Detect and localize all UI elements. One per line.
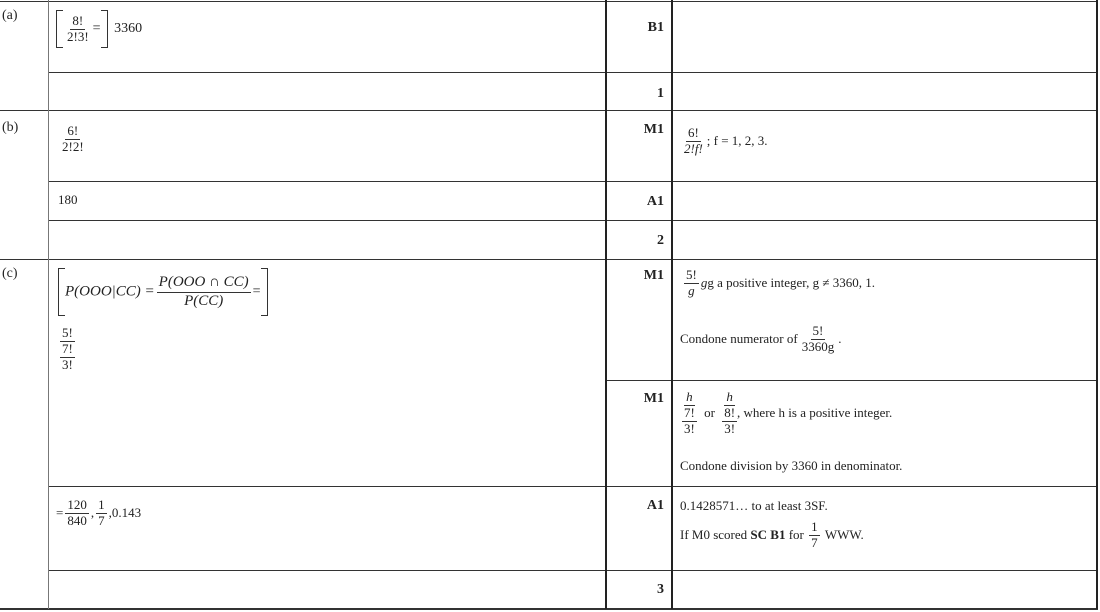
part-label-a: (a)	[2, 8, 18, 23]
row-divider	[48, 72, 1098, 73]
mark-a1-c3: A1	[646, 498, 664, 513]
answer-c-stacked-fraction: 5! 7! 3!	[62, 325, 73, 372]
answer-b-value: 180	[58, 192, 78, 207]
mark-m1-c2: M1	[643, 391, 664, 406]
part-label-c: (c)	[2, 266, 18, 281]
part-divider	[0, 110, 1098, 111]
guidance-c1-condone: Condone numerator of $\frac{5!}{3360g}$ .	[680, 323, 842, 354]
part-divider	[0, 259, 1098, 260]
row-divider	[48, 181, 1098, 182]
table-border-top	[0, 1, 1098, 2]
answer-c-conditional: P(OOO|CC) = $\frac{\text{P(OOO ∩ CC)}}{P(CC)}$ =	[58, 268, 268, 316]
row-divider	[48, 220, 1098, 221]
row-divider	[48, 570, 1098, 571]
mark-b1: B1	[647, 20, 664, 35]
total-c: 3	[657, 582, 664, 597]
answer-value: 3360	[114, 20, 143, 36]
guidance-c3-line2: If M0 scored SC B1 for $\frac{1}{7}$ WWW.	[680, 519, 864, 550]
answer-b-fraction: $\frac{6!}{2!2!}$	[62, 123, 84, 154]
guidance-c2-condone: Condone division by 3360 in denominator.	[680, 458, 903, 473]
column-divider-mark	[671, 0, 673, 609]
answer-c-final: = $\frac{120}{840}$ , $\frac{1}{7}$ ,0.143	[56, 497, 142, 528]
part-label-b: (b)	[2, 120, 19, 135]
guidance-b: $\frac{6!}{2!f!}$ ; f = 1, 2, 3.	[684, 125, 768, 156]
guidance-c2: h 7! 3! or h 8! 3! , where h is a positive integer.	[684, 389, 893, 436]
mark-m1-c1: M1	[643, 268, 664, 283]
fraction: $\frac{8!}{2!3!}$	[67, 12, 89, 44]
guidance-c3-line1: 0.1428571… to at least 3SF.	[680, 498, 828, 513]
right-bracket	[101, 10, 108, 48]
guidance-c1: $\frac{5!}{g}$ gg a positive integer, g ≠ 3360, 1.	[686, 267, 875, 298]
left-bracket	[56, 10, 63, 48]
table-border-right	[1096, 0, 1098, 609]
row-divider	[48, 486, 1098, 487]
total-a: 1	[657, 86, 664, 101]
mark-a1: A1	[646, 194, 664, 209]
row-divider	[605, 380, 1098, 381]
mark-m1: M1	[643, 122, 664, 137]
table-border-bottom	[0, 608, 1098, 610]
total-b: 2	[657, 233, 664, 248]
column-divider-label	[48, 0, 49, 609]
answer-a-bracket: $\frac{8!}{2!3!}$ = 3360	[56, 10, 142, 48]
